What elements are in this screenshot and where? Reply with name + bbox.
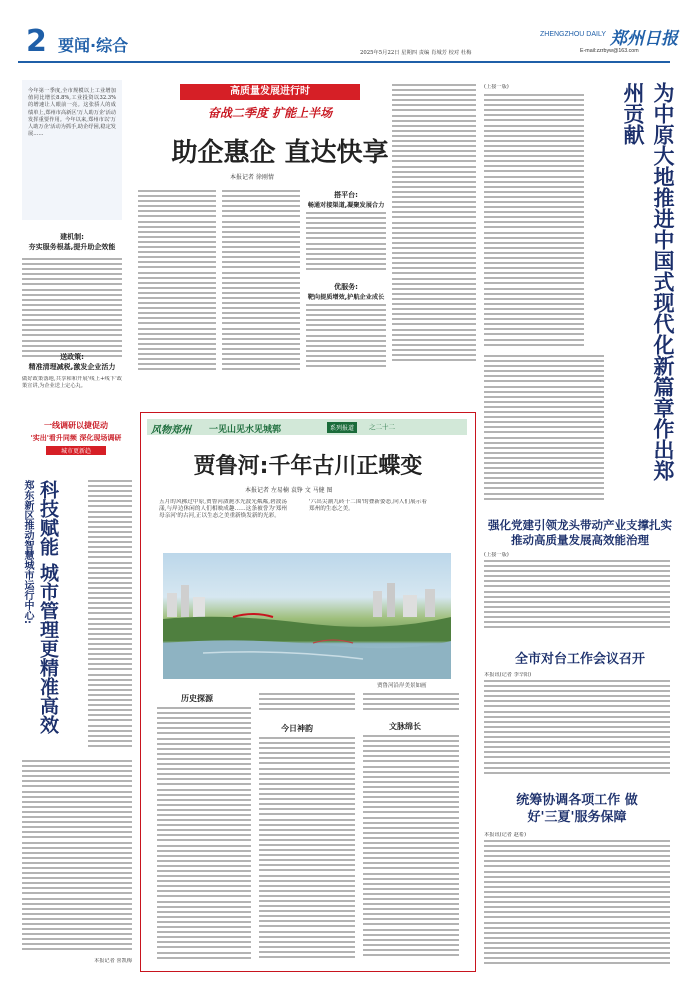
sub-title-2: 精准清理减税,激发企业活力 <box>28 363 116 371</box>
feature-col-1 <box>138 190 216 370</box>
right-t4-body <box>484 840 670 970</box>
lead-left: 五月的风拂过中原,贾鲁河潋滟水光波光粼粼,碧波荡漾,与岸边休闲的人们相映成趣……这条被誉为'郑州母亲河'的古河,正以生态之美重新焕发新的光彩。 <box>159 499 287 520</box>
left-vertical-title: 科技赋能 城市管理更精准高效 <box>37 480 59 734</box>
photo-caption: 贾鲁河沿岸美景如画 <box>377 683 427 689</box>
left-bottom-col-1 <box>88 480 132 750</box>
section-today: 今日神韵 <box>281 724 313 733</box>
right-t2-lead: (上接一版) <box>484 552 509 558</box>
right-t3-body <box>484 680 670 780</box>
left-vertical-subtitle: 郑东新区推动智慧城市运行中心: <box>22 480 33 624</box>
center-col-2b <box>259 737 355 963</box>
series-tag: 系列报道 <box>327 422 357 433</box>
center-col-3a <box>363 693 459 717</box>
tag-line-2: '实出'看升同频 深化现场调研 <box>30 434 122 442</box>
sub-heading-2 <box>22 352 122 372</box>
left-top-tail: 做好政策落地,共享和和开展'线上+线下'政策宣讲,为企业送上定心丸。 <box>22 376 122 390</box>
feature-sub-a <box>306 190 386 209</box>
page-number: 2 <box>26 24 47 59</box>
lead-right: '六出尖潮九砖十二围'的叠新姿态,向人们展示着郑州的生态之美。 <box>309 499 427 513</box>
left-bottom-reporter: 本报记者 喜凯梅 <box>94 958 132 964</box>
feature-col-4 <box>306 304 386 370</box>
header-rule <box>18 61 670 63</box>
feature-sub-a-label: 搭平台: <box>334 191 358 199</box>
feature-byline: 本报记者 徐刚情 <box>230 174 274 181</box>
section-history: 历史探源 <box>181 694 213 703</box>
column-banner <box>147 419 467 435</box>
feature-sub-b-title: 靶向提质增效,护航企业成长 <box>307 294 385 301</box>
feature-col-3 <box>306 212 386 272</box>
paper-logo: 郑州日报 <box>610 29 678 49</box>
right-col-2 <box>484 355 604 505</box>
feature-main-byline: 本报记者 左易楠 袁铮 文 马健 图 <box>245 487 333 494</box>
sub-title-1: 夯实服务根基,提升助企效能 <box>28 243 116 251</box>
feature-sub-b-label: 优服务: <box>334 283 358 291</box>
feature-sub-b <box>306 282 386 301</box>
right-vertical-title: 为中原大地推进中国式现代化新篇章作出郑州贡献 <box>621 82 675 481</box>
right-title-4: 统筹协调各项工作 做好'三夏'服务保障 <box>516 793 638 825</box>
series-number: 之二十二 <box>369 423 395 431</box>
right-lead: (上接一版) <box>484 84 509 90</box>
section-name: 要闻·综合 <box>58 36 129 55</box>
column-name: 风物郑州 <box>151 425 191 436</box>
river-photo-scene <box>163 553 451 679</box>
feature-title: 助企惠企 直达快享 <box>171 138 389 168</box>
feature-sub-a-title: 畅通对接渠道,凝聚发展合力 <box>307 202 385 209</box>
banner: 奋战二季度 扩能上半场 <box>207 106 333 120</box>
right-t3-byline: 本报讯(记者 李辛阳) <box>484 672 532 678</box>
email: E-mail:zzrbyw@163.com <box>580 48 639 54</box>
center-col-3 <box>363 735 459 963</box>
feature-col-2 <box>222 190 300 370</box>
right-t2-body <box>484 560 670 635</box>
right-title-2: 强化党建引领龙头带动产业支撑扎实推动高质量发展高效能治理 <box>488 518 672 547</box>
sub-label-1: 建机制: <box>60 233 84 241</box>
tag-line-1: 一线调研以捷促动 <box>44 421 108 430</box>
sub-heading-1 <box>22 232 122 252</box>
sub-label-2: 送政策: <box>60 353 84 361</box>
body-text-left-top <box>22 258 122 362</box>
right-col-1 <box>484 94 584 350</box>
column-subtitle: 一见山见水见城郭 <box>209 425 282 435</box>
tag-line-3: 城市更新趋 <box>46 446 106 455</box>
right-title-3: 全市对台工作会议召开 <box>514 652 645 667</box>
feature-main-title: 贾鲁河:千年古川正蝶变 <box>193 454 423 479</box>
lead-text: 今年第一季度,全市规模以上工业增加值同比增长8.8%,工业投资以32.3%的增速让人眼前一亮。这张骄人的成绩单上,郑州市高新区'万人助万企'活动发挥重要作用。今年以来,郑州市以'万人助万企'活动为抓手,助企纾困,稳定发展…… <box>28 88 116 138</box>
center-col-1 <box>157 707 251 963</box>
jialu-feature-box <box>140 412 476 972</box>
kicker: 高质量发展进行时 <box>180 84 360 100</box>
right-t4-byline: 本报讯(记者 赵希) <box>484 832 527 838</box>
left-bottom-col-2 <box>22 760 132 955</box>
section-culture: 文脉绵长 <box>389 722 421 731</box>
date-line: 2025年5月22日 星期四 责编 肖城芳 校对 杜梅 <box>360 50 472 56</box>
tag-box <box>22 420 130 468</box>
feature-col-5 <box>392 84 476 370</box>
lead-box <box>22 80 122 220</box>
river-photo <box>163 553 451 679</box>
paper-name-en: ZHENGZHOU DAILY <box>540 31 606 38</box>
